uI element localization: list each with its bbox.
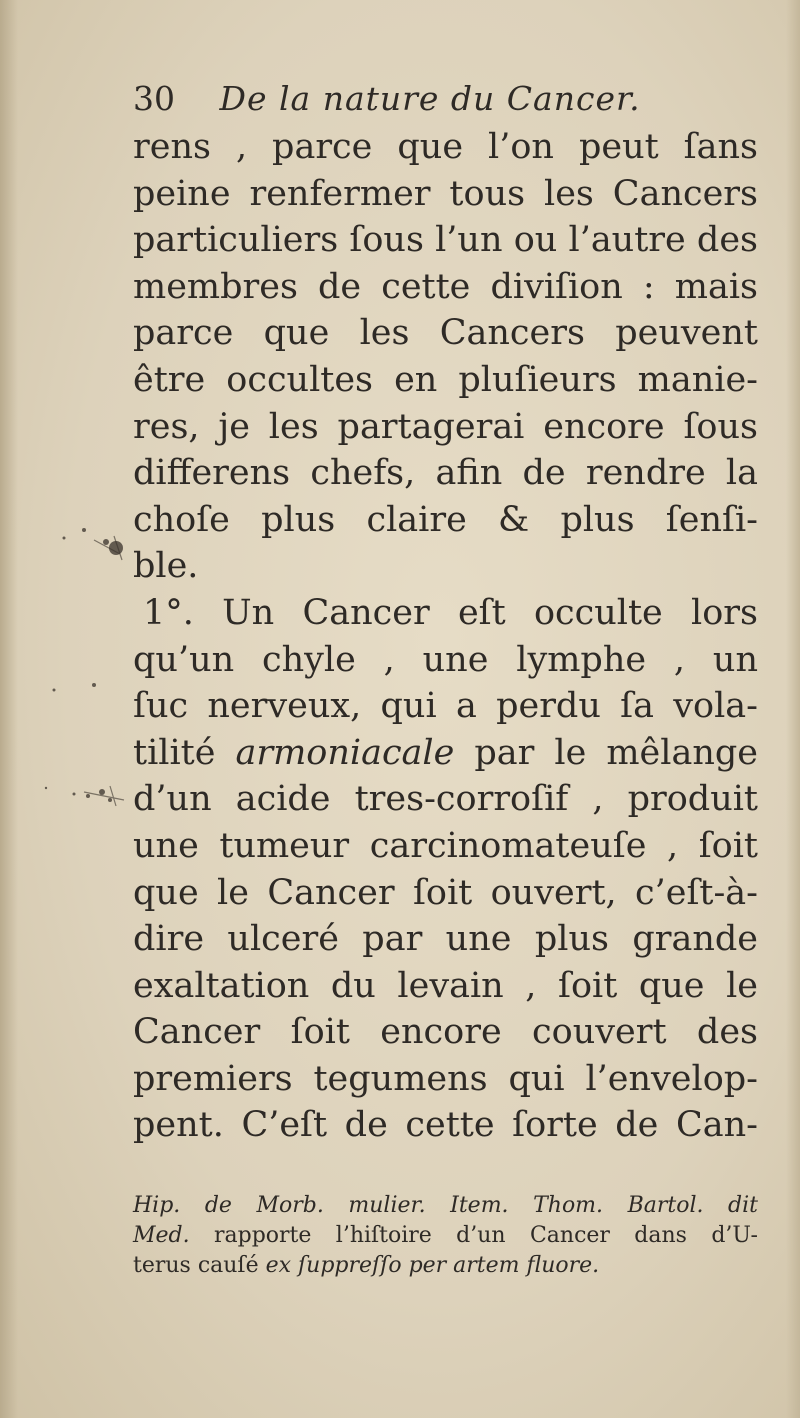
text-line: peine renfermer tous les Cancers	[133, 173, 758, 214]
page-edge-shadow-left	[0, 0, 18, 1418]
text-line: res, je les partagerai encore ſous	[133, 406, 758, 447]
text-line: d’un acide tres-corroſif , produit	[133, 779, 758, 820]
text-line: differens chefs, afin de rendre la	[133, 453, 758, 494]
ink-blot-ornament	[24, 500, 134, 820]
text-line: ble.	[133, 546, 199, 587]
text-line: Cancer ſoit encore couvert des	[133, 1012, 758, 1053]
footnote-line: Hip. de Morb. mulier. Item. Thom. Bartol. dit	[133, 1193, 758, 1218]
main-text	[133, 124, 758, 1149]
italic-term: Med.	[133, 1223, 190, 1248]
page-number: 30	[133, 79, 175, 118]
text-line: ſuc nerveux, qui a perdu ſa vola-	[133, 686, 758, 727]
italic-term: ex ſuppreſſo per artem fluore.	[265, 1253, 600, 1278]
footnote	[133, 1191, 758, 1281]
text-line: qu’un chyle , une lymphe , un	[133, 639, 758, 680]
text-segment: rapporte l’hiſtoire d’un Cancer dans d’U-	[214, 1223, 758, 1248]
text-line	[133, 730, 758, 777]
text-line: exaltation du levain , ſoit que le	[133, 965, 758, 1006]
running-title: De la nature du Cancer.	[219, 79, 641, 118]
text-line: choſe plus claire & plus ſenſi-	[133, 499, 758, 540]
text-line: parce que les Cancers peuvent	[133, 313, 758, 354]
text-line: dire ulceré par une plus grande	[133, 919, 758, 960]
text-line: premiers tegumens qui l’envelop-	[133, 1058, 758, 1099]
text-line: que le Cancer ſoit ouvert, c’eſt-à-	[133, 872, 758, 913]
running-header	[133, 74, 773, 124]
text-line: membres de cette diviſion : mais	[133, 266, 758, 307]
text-segment: par le mêlange	[474, 732, 758, 773]
italic-term: armoniacale	[235, 732, 455, 773]
footnote-line	[133, 1251, 758, 1281]
text-line: pent. C’eſt de cette ſorte de Can-	[133, 1105, 758, 1146]
text-line: rens , parce que l’on peut ſans	[133, 127, 758, 167]
text-segment: terus cauſé	[133, 1253, 259, 1278]
text-line: une tumeur carcinomateuſe , ſoit	[133, 825, 758, 866]
page-edge-shadow-right	[786, 0, 800, 1418]
text-line: 1°. Un Cancer eſt occulte lors	[143, 592, 758, 633]
text-line: être occultes en pluſieurs manie-	[133, 359, 758, 400]
text-line: particuliers ſous l’un ou l’autre des	[133, 220, 758, 261]
footnote-line	[133, 1221, 758, 1251]
text-segment: tilité	[133, 732, 216, 773]
